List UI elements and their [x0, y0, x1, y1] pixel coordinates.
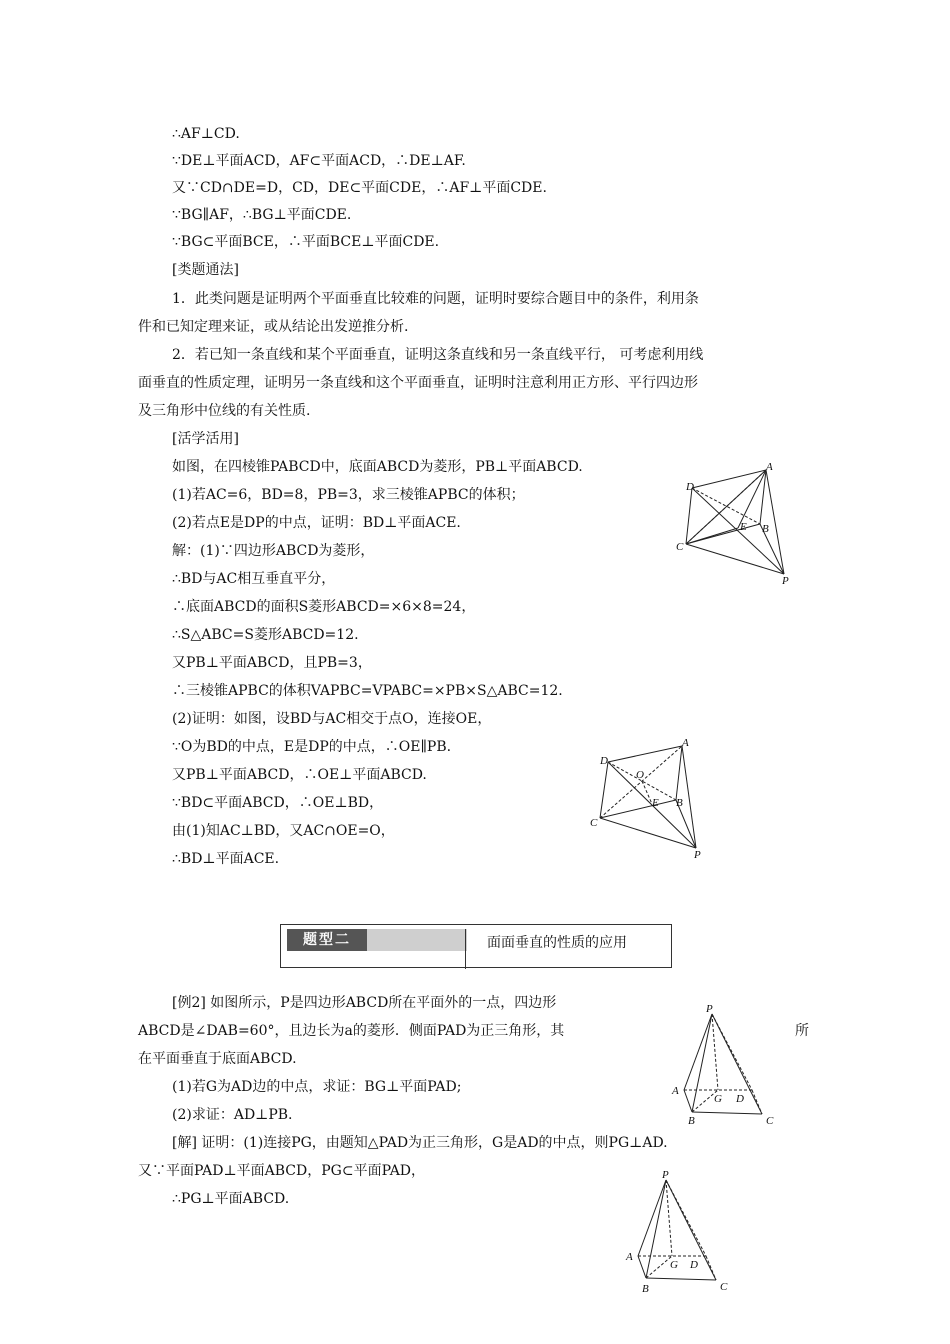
- fig2-label-a: A: [682, 737, 689, 749]
- section-tag-label: 题型二: [287, 929, 367, 951]
- text-line: ∴AF⊥CD.: [172, 126, 240, 142]
- text-line: 如图，在四棱锥PABCD中，底面ABCD为菱形，PB⊥平面ABCD.: [172, 459, 583, 475]
- figure-pyramid-3: [666, 1000, 786, 1134]
- text-line: [类题通法]: [172, 262, 239, 278]
- fig1-label-p: P: [782, 575, 789, 587]
- text-line: 又∵CD∩DE=D，CD，DE⊂平面CDE，∴AF⊥平面CDE.: [172, 180, 547, 196]
- text-line: ∴BD⊥平面ACE.: [172, 851, 280, 867]
- text-line: [例2] 如图所示，P是四边形ABCD所在平面外的一点，四边形: [172, 995, 557, 1011]
- section-title: 面面垂直的性质的应用: [487, 935, 627, 951]
- fig1-label-c: C: [676, 541, 684, 553]
- text-line: 解：(1)∵四边形ABCD为菱形，: [172, 543, 375, 559]
- text-line: ∴三棱锥APBC的体积VAPBC=VPABC=×PB×S△ABC=12.: [172, 683, 563, 699]
- fig2-label-b: B: [676, 797, 683, 809]
- fig4-label-c: C: [720, 1281, 728, 1293]
- fig4-label-g: G: [670, 1259, 678, 1271]
- fig4-label-p: P: [662, 1169, 669, 1181]
- text-line: ∵BG⊂平面BCE，∴平面BCE⊥平面CDE.: [172, 234, 440, 250]
- text-line: 所: [795, 1023, 809, 1039]
- figure-pyramid-3-svg: [666, 1000, 786, 1130]
- fig2-label-c: C: [590, 817, 598, 829]
- text-line: ∵BG∥AF，∴BG⊥平面CDE.: [172, 207, 352, 223]
- text-line: 又∵平面PAD⊥平面ABCD，PG⊂平面PAD，: [138, 1163, 426, 1179]
- fig1-label-d: D: [686, 481, 694, 493]
- banner-divider: [465, 929, 466, 969]
- text-line: 在平面垂直于底面ABCD.: [138, 1051, 297, 1067]
- fig2-label-o: O: [636, 769, 644, 781]
- fig4-label-d: D: [690, 1259, 698, 1271]
- fig3-label-g: G: [714, 1093, 722, 1105]
- figure-pyramid-2: [588, 734, 718, 868]
- text-line: 又PB⊥平面ABCD，∴OE⊥平面ABCD.: [172, 767, 427, 783]
- text-line: ABCD是∠DAB=60°，且边长为a的菱形．侧面PAD为正三角形，其: [138, 1023, 565, 1039]
- fig3-label-a: A: [672, 1085, 679, 1097]
- fig4-label-a: A: [626, 1251, 633, 1263]
- figure-pyramid-1: [672, 458, 802, 592]
- text-line: ∴底面ABCD的面积S菱形ABCD=×6×8=24，: [172, 599, 476, 615]
- text-line: 面垂直的性质定理，证明另一条直线和这个平面垂直，证明时注意利用正方形、平行四边形: [138, 375, 698, 391]
- fig3-label-c: C: [766, 1115, 774, 1127]
- figure-pyramid-4: [620, 1168, 740, 1302]
- section-tag: [287, 929, 467, 951]
- fig1-label-b: B: [762, 523, 769, 535]
- text-line: 由(1)知AC⊥BD，又AC∩OE=O，: [172, 823, 395, 839]
- text-line: 及三角形中位线的有关性质.: [138, 403, 311, 419]
- text-line: (2)证明：如图，设BD与AC相交于点O，连接OE，: [172, 711, 492, 727]
- text-line: 2．若已知一条直线和某个平面垂直，证明这条直线和另一条直线平行， 可考虑利用线: [172, 347, 704, 363]
- text-line: ∴S△ABC=S菱形ABCD=12.: [172, 627, 359, 643]
- text-line: (2)若点E是DP的中点，证明：BD⊥平面ACE.: [172, 515, 461, 531]
- text-line: (1)若AC=6，BD=8，PB=3，求三棱锥APBC的体积；: [172, 487, 525, 503]
- text-line: 件和已知定理来证，或从结论出发逆推分析.: [138, 319, 409, 335]
- text-line: [解] 证明：(1)连接PG，由题知△PAD为正三角形，G是AD的中点，则PG⊥AD.: [172, 1135, 668, 1151]
- text-line: 又PB⊥平面ABCD，且PB=3，: [172, 655, 372, 671]
- fig1-label-a: A: [766, 461, 773, 473]
- fig2-label-e: E: [652, 797, 659, 809]
- text-line: (2)求证：AD⊥PB.: [172, 1107, 293, 1123]
- text-line: 1．此类问题是证明两个平面垂直比较难的问题，证明时要综合题目中的条件，利用条: [172, 291, 699, 307]
- text-line: ∵BD⊂平面ABCD，∴OE⊥BD，: [172, 795, 384, 811]
- fig2-label-p: P: [694, 849, 701, 861]
- text-line: ∵O为BD的中点，E是DP的中点，∴OE∥PB.: [172, 739, 452, 755]
- figure-pyramid-1-svg: [672, 458, 802, 588]
- text-line: [活学活用]: [172, 431, 239, 447]
- fig2-label-d: D: [600, 755, 608, 767]
- fig3-label-b: B: [688, 1115, 695, 1127]
- figure-pyramid-4-svg: [620, 1168, 740, 1298]
- text-line: ∵DE⊥平面ACD，AF⊂平面ACD，∴DE⊥AF.: [172, 153, 466, 169]
- text-line: ∴BD与AC相互垂直平分，: [172, 571, 336, 587]
- fig3-label-d: D: [736, 1093, 744, 1105]
- fig4-label-b: B: [642, 1283, 649, 1295]
- fig3-label-p: P: [706, 1003, 713, 1015]
- text-line: ∴PG⊥平面ABCD.: [172, 1191, 290, 1207]
- figure-pyramid-2-svg: [588, 734, 718, 864]
- fig1-label-e: E: [740, 521, 747, 533]
- section-banner: [280, 924, 672, 968]
- text-line: (1)若G为AD边的中点，求证：BG⊥平面PAD;: [172, 1079, 462, 1095]
